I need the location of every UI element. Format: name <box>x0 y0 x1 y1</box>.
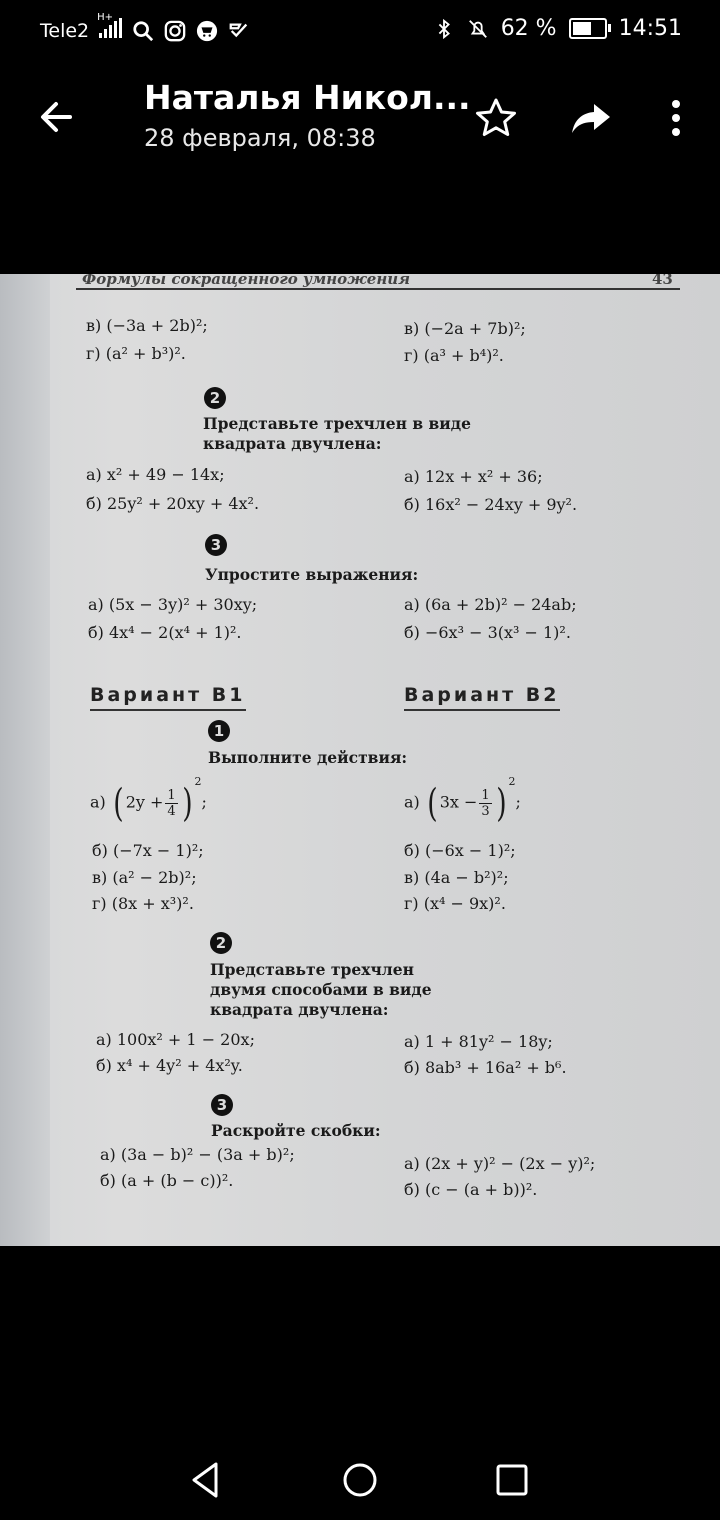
task-heading: двумя способами в виде <box>210 980 432 999</box>
expr-line: б) (c − (a + b))². <box>404 1180 538 1199</box>
back-triangle-icon[interactable] <box>184 1458 228 1502</box>
exponent: 2 <box>508 775 516 789</box>
bluetooth-icon <box>433 18 455 40</box>
numerator: 1 <box>481 787 490 803</box>
battery-percent: 62 % <box>500 16 557 41</box>
task-number: 1 <box>208 720 230 742</box>
expr-line: а) x² + 49 − 14x; <box>86 465 225 484</box>
status-bar <box>0 0 720 60</box>
task-heading: Представьте трехчлен в виде <box>203 414 471 433</box>
task-number: 2 <box>204 387 226 409</box>
expr-line: в) (−3a + 2b)²; <box>86 316 208 335</box>
check-icon <box>228 20 250 42</box>
expr-line: а) 12x + x² + 36; <box>404 467 543 486</box>
cart-icon <box>196 20 218 42</box>
item-prefix: а) <box>90 792 106 812</box>
denominator: 4 <box>167 803 176 819</box>
app-bar <box>0 60 720 180</box>
task-heading: Представьте трехчлен <box>210 960 414 979</box>
expr-line: а) (5x − 3y)² + 30xy; <box>88 595 258 614</box>
contact-name: Наталья Никол... <box>144 78 471 117</box>
task-number: 2 <box>210 932 232 954</box>
back-arrow-icon[interactable] <box>30 90 84 144</box>
exponent: 2 <box>194 775 202 789</box>
expr-line: г) (8x + x³)². <box>92 894 194 913</box>
expr-line: б) (a + (b − c))². <box>100 1171 234 1190</box>
task-number: 3 <box>205 534 227 556</box>
home-circle-icon[interactable] <box>338 1458 382 1502</box>
expr-line: а) (2x + y)² − (2x − y)²; <box>404 1154 596 1173</box>
semicolon: ; <box>201 792 207 812</box>
task-heading: квадрата двучлена: <box>203 434 382 453</box>
expr-line: г) (x⁴ − 9x)². <box>404 894 506 913</box>
expr-line: а) (6a + 2b)² − 24ab; <box>404 595 577 614</box>
more-vert-icon[interactable] <box>652 94 700 142</box>
right-paren: ) <box>495 781 507 825</box>
status-right <box>433 16 682 41</box>
expr-line: г) (a³ + b⁴)². <box>404 346 504 365</box>
page-edge <box>0 274 50 1246</box>
semicolon: ; <box>515 792 521 812</box>
task-heading: квадрата двучлена: <box>210 1000 389 1019</box>
right-paren: ) <box>181 781 193 825</box>
task-heading: Упростите выражения: <box>205 565 419 584</box>
expr-line: а) 1 + 81y² − 18y; <box>404 1032 553 1051</box>
left-paren: ( <box>427 781 438 825</box>
page-number: 43 <box>652 274 673 288</box>
clock: 14:51 <box>618 16 682 41</box>
variant-b2-heading: Вариант В2 <box>404 684 560 706</box>
search-icon <box>132 20 154 42</box>
expr-line: в) (a² − 2b)²; <box>92 868 197 887</box>
expr-line: в) (4a − b²)²; <box>404 868 509 887</box>
expr-term: 3x − <box>439 792 478 812</box>
expr-line: б) 25y² + 20xy + 4x². <box>86 494 260 513</box>
attached-photo[interactable] <box>0 274 720 1246</box>
status-left <box>40 12 250 43</box>
expr-line: б) −6x³ − 3(x³ − 1)². <box>404 623 571 642</box>
expr-line: в) (−2a + 7b)²; <box>404 319 526 338</box>
variant-b1-heading: Вариант В1 <box>90 684 246 706</box>
expr-line: б) (−6x − 1)²; <box>404 841 516 860</box>
fraction-expr-left <box>90 775 207 825</box>
navigation-bar <box>0 1440 720 1520</box>
message-date: 28 февраля, 08:38 <box>144 124 376 152</box>
expr-term: 2y + <box>125 792 164 812</box>
battery-icon <box>569 18 607 39</box>
expr-line: б) 8ab³ + 16a² + b⁶. <box>404 1058 567 1077</box>
mute-bell-icon <box>467 18 489 40</box>
expr-line: б) x⁴ + 4y² + 4x²y. <box>96 1056 243 1075</box>
carrier-label: Tele2 <box>40 19 90 42</box>
item-prefix: а) <box>404 792 420 812</box>
expr-line: б) (−7x − 1)²; <box>92 841 204 860</box>
page-header: Формулы сокращенного умножения <box>82 274 411 288</box>
share-icon[interactable] <box>568 94 616 142</box>
header-rule <box>76 288 680 290</box>
expr-line: г) (a² + b³)². <box>86 344 186 363</box>
left-paren: ( <box>113 781 124 825</box>
expr-line: а) 100x² + 1 − 20x; <box>96 1030 255 1049</box>
signal-icon <box>97 12 122 43</box>
instagram-icon <box>164 20 186 42</box>
expr-line: а) (3a − b)² − (3a + b)²; <box>100 1145 295 1164</box>
network-type-label: H+ <box>97 12 114 23</box>
numerator: 1 <box>167 787 176 803</box>
task-heading: Выполните действия: <box>208 748 408 767</box>
denominator: 3 <box>481 803 490 819</box>
fraction-expr-right <box>404 775 521 825</box>
expr-line: б) 4x⁴ − 2(x⁴ + 1)². <box>88 623 242 642</box>
fraction <box>479 788 491 819</box>
fraction <box>165 788 177 819</box>
task-number: 3 <box>211 1094 233 1116</box>
task-heading: Раскройте скобки: <box>211 1121 381 1140</box>
star-icon[interactable] <box>472 94 520 142</box>
recents-square-icon[interactable] <box>490 1458 534 1502</box>
expr-line: б) 16x² − 24xy + 9y². <box>404 495 578 514</box>
